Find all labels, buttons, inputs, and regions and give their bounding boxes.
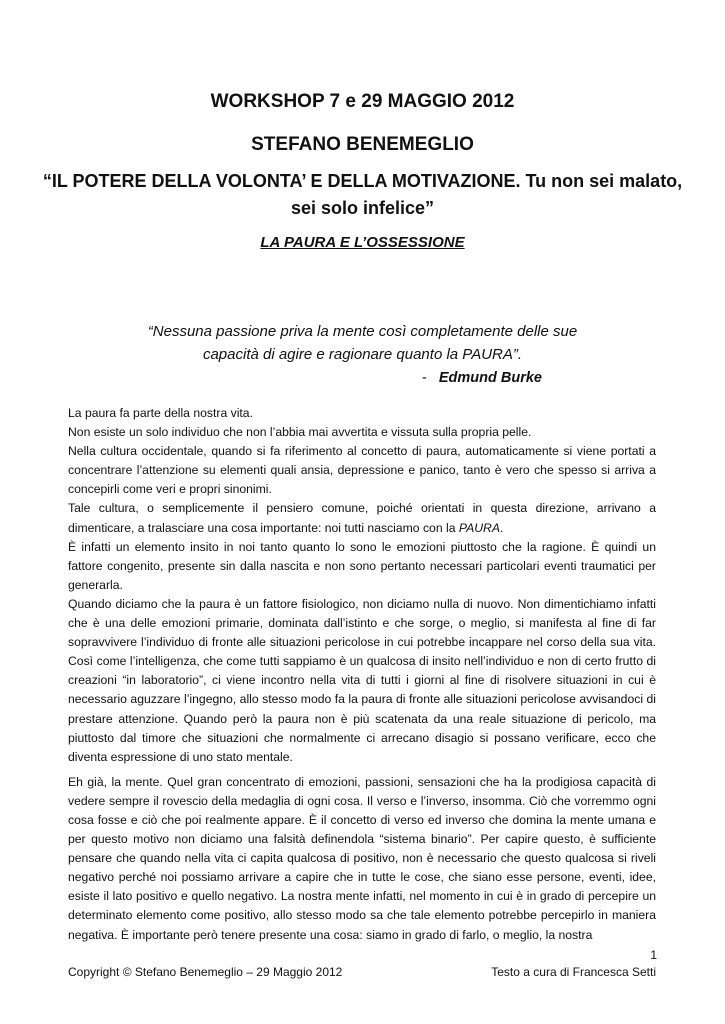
page-footer xyxy=(68,965,656,979)
epigraph-quote: “Nessuna passione priva la mente così completamente delle sue capacità di agire e ragionare quanto la PAURA”. xyxy=(147,323,578,363)
epigraph-attribution xyxy=(422,370,542,386)
title-block xyxy=(40,88,685,254)
paragraph: Quando diciamo che la paura è un fattore fisiologico, non diciamo nulla di nuovo. Non dimentichiamo infatti che è una delle emozioni primarie, dominata dall’istinto e che sorge, o meglio, si manifesta al fine di far sopravvivere l’individuo di fronte alle situazioni pericolose in cui potrebbe incappare nel corso della sua vita. Così come l’intelligenza, che come tutti sappiamo è un qualcosa di insito nell’individuo e non di certo frutto di creazioni “in laboratorio”, ci viene incontro nella vita di tutti i giorni al fine di risolvere situazioni in cui è necessario aguzzare l’ingegno, allo stesso modo fa la paura di fronte alle situazioni pericolose avvisandoci di prestare attenzione. Quando però la paura non è più scatenata da una reale situazione di pericolo, ma piuttosto dal timore che situazioni che normalmente ci arrecano disagio si possano verificare, ecco che diventa espressione di uno stato mentale. xyxy=(68,596,656,764)
footer-copyright: Copyright © Stefano Benemeglio – 29 Maggio 2012 xyxy=(68,965,343,979)
speaker-name: STEFANO BENEMEGLIO xyxy=(251,134,474,155)
paragraph: Tale cultura, o semplicemente il pensiero comune, poiché orientati in questa direzione, arrivano a dimenticare, a tralasciare una cosa importante: noi tutti nasciamo con la PAURA. xyxy=(68,501,656,535)
workshop-subtitle: “IL POTERE DELLA VOLONTA’ E DELLA MOTIVAZIONE. Tu non sei malato, sei solo infelice” xyxy=(42,171,683,218)
attribution-dash: - xyxy=(422,370,427,386)
page-number: 1 xyxy=(650,948,657,962)
epigraph-author: Edmund Burke xyxy=(438,370,542,386)
section-heading: LA PAURA E L’OSSESSIONE xyxy=(260,234,465,251)
paragraph: Non esiste un solo individuo che non l’abbia mai avvertita e vissuta sulla propria pelle. xyxy=(68,425,532,440)
paragraph: È infatti un elemento insito in noi tanto quanto lo sono le emozioni piuttosto che la ragione. È quindi un fattore congenito, presente sin dalla nascita e non sono pertanto necessari particolari eventi traumatici per generarla. xyxy=(68,539,656,592)
paragraph: Nella cultura occidentale, quando si fa riferimento al concetto di paura, automaticamente si viene portati a concentrare l’attenzione su elementi quali ansia, depressione e panico, tanto è vero che spesso si arriva a concepirli come veri e propri sinonimi. xyxy=(68,444,656,497)
footer-editor: Testo a cura di Francesca Setti xyxy=(491,965,656,979)
body-text xyxy=(68,404,656,945)
paragraph: Eh già, la mente. Quel gran concentrato di emozioni, passioni, sensazioni che ha la prodigiosa capacità di vedere sempre il rovescio della medaglia di ogni cosa. Il verso e l’inverso, insomma. Ciò che vorremmo ogni cosa fosse e ciò che poi realmente appare. È il concetto di verso ed inverso che domina la mente umana e per questo motivo non diciamo una falsità definendola “sistema binario”. Per capire questo, è sufficiente pensare che quando nella vita ci capita qualcosa di positivo, non è necessario che questo qualcosa si riveli negativo perché noi possiamo arrivare a capire che in tutte le cose, che siano esse persone, eventi, idee, esiste il lato positivo e quello negativo. La nostra mente infatti, nel momento in cui è in grado di percepire un determinato elemento come positivo, allo stesso modo sa che tale elemento potrebbe percepirlo in maniera negativa. È importante però tenere presente una cosa: siamo in grado di farlo, o meglio, la nostra xyxy=(68,774,656,942)
emphasis: PAURA xyxy=(458,520,500,535)
paragraph: La paura fa parte della nostra vita. xyxy=(68,406,253,420)
workshop-title: WORKSHOP 7 e 29 MAGGIO 2012 xyxy=(210,91,515,112)
